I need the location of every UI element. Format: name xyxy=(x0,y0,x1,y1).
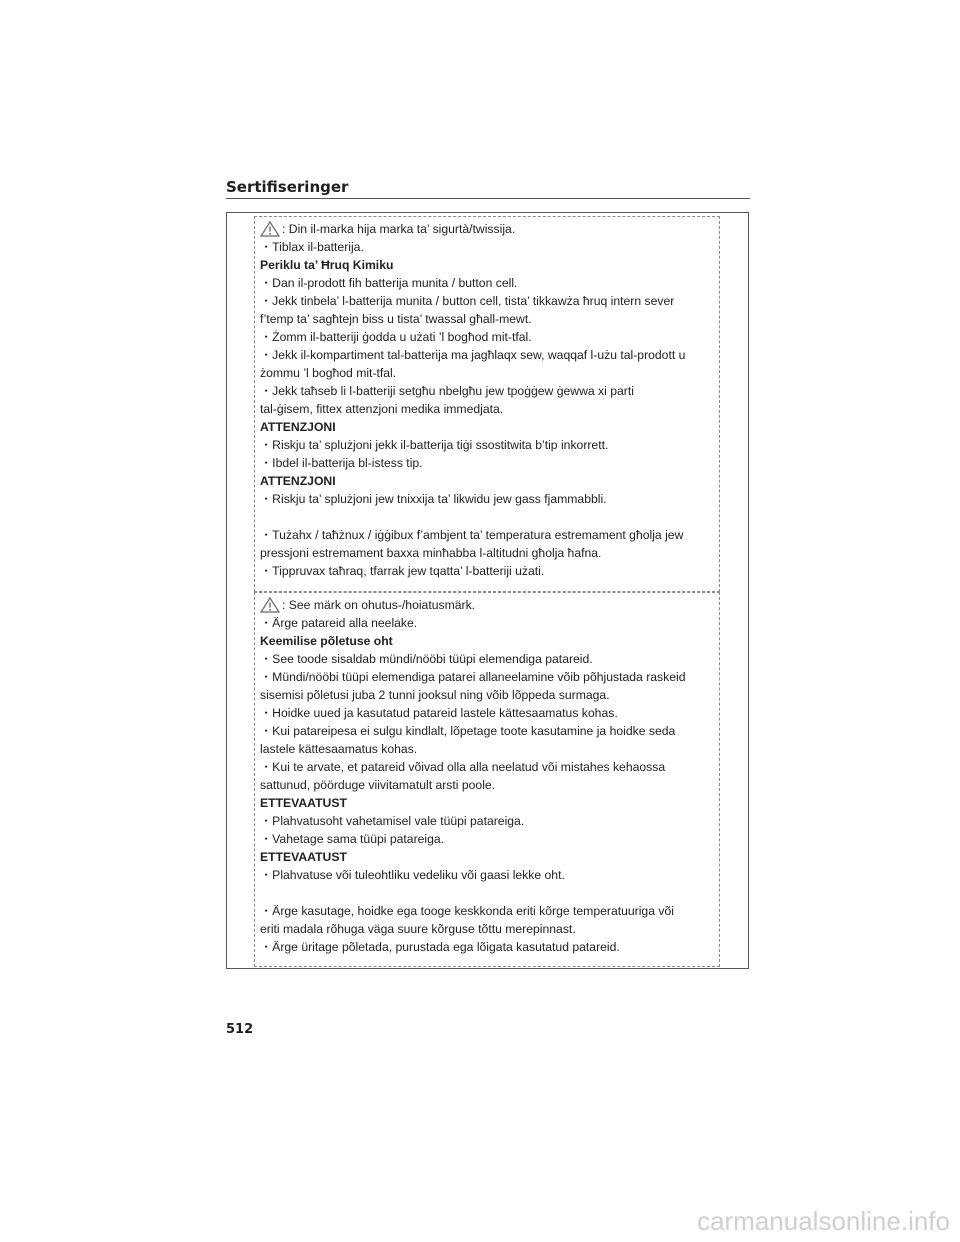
notice-line: ・Ibdel il-batterija bl-istess tip. xyxy=(260,456,423,470)
notice-heading: ATTENZJONI xyxy=(260,420,336,434)
notice-line: ・Jekk tinbela’ l-batterija munita / button cell, tista’ tikkawża ħruq intern sever xyxy=(260,294,675,308)
notice-line: ・Jekk il-kompartiment tal-batterija ma jagħlaqx sew, waqqaf l-użu tal-prodott u xyxy=(260,348,686,362)
notice-line: ・Dan il-prodott fih batterija munita / button cell. xyxy=(260,276,518,290)
notice-line: ・Riskju ta’ splużjoni jew tnixxija ta’ likwidu jew gass fjammabbli. xyxy=(260,492,607,506)
warning-mark-text: : See märk on ohutus-/hoiatusmärk. xyxy=(282,598,476,612)
notice-line: ・See toode sisaldab mündi/nööbi tüüpi elemendiga patareid. xyxy=(260,652,593,666)
notice-heading: Keemilise põletuse oht xyxy=(260,634,393,648)
page-number: 512 xyxy=(226,1022,254,1037)
notice-line: sisemisi põletusi juba 2 tunni jooksul ning võib lõppeda surmaga. xyxy=(260,688,610,702)
notice-line: ・Ärge patareid alla neelake. xyxy=(260,616,418,630)
notice-line: ・Tużahx / taħżnux / iġġibux f’ambjent ta’ temperatura estremament għolja jew xyxy=(260,528,684,542)
notice-line: tal-ġisem, fittex attenzjoni medika immedjata. xyxy=(260,402,504,416)
warning-mark-text: : Din il-marka hija marka ta’ sigurtà/twissija. xyxy=(282,222,516,236)
notice-line: ・Mündi/nööbi tüüpi elemendiga patarei allaneelamine võib põhjustada raskeid xyxy=(260,670,686,684)
notice-line: ・Kui patareipesa ei sulgu kindlalt, lõpetage toote kasutamine ja hoidke seda xyxy=(260,724,676,738)
notice-heading: Periklu ta’ Ħruq Kimiku xyxy=(260,258,394,272)
title-divider xyxy=(226,198,750,199)
notice-line: ・Jekk taħseb li l-batteriji setgħu nbelgħu jew tpoġġew ġewwa xi parti xyxy=(260,384,634,398)
blank-line xyxy=(260,508,720,526)
page-title: Sertifiseringer xyxy=(226,178,349,196)
notice-line: ・Vahetage sama tüüpi patareiga. xyxy=(260,832,445,846)
notice-line: ・Tiblax il-batterija. xyxy=(260,240,364,254)
notice-line: ・Żomm il-batteriji ġodda u użati ’l bogħod mit-tfal. xyxy=(260,330,532,344)
notice-line: ・Hoidke uued ja kasutatud patareid lastele kättesaamatus kohas. xyxy=(260,706,618,720)
notice-line: pressjoni estremament baxxa minħabba l-altitudni għolja ħafna. xyxy=(260,546,602,560)
warning-triangle-icon xyxy=(260,221,280,237)
notice-line: ・Riskju ta’ splużjoni jekk il-batterija tiġi ssostitwita b’tip inkorrett. xyxy=(260,438,609,452)
notice-line xyxy=(260,220,720,238)
notice-line: sattunud, pöörduge viivitamatult arsti poole. xyxy=(260,778,496,792)
notice-line: lastele kättesaamatus kohas. xyxy=(260,742,418,756)
notice-heading: ATTENZJONI xyxy=(260,474,336,488)
notice-line: ・Plahvatuse või tuleohtliku vedeliku või gaasi lekke oht. xyxy=(260,868,565,882)
estonian-notice-text xyxy=(260,596,720,956)
notice-line: ・Plahvatusoht vahetamisel vale tüüpi patareiga. xyxy=(260,814,525,828)
notice-line: ・Ärge üritage põletada, purustada ega lõigata kasutatud patareid. xyxy=(260,940,620,954)
blank-line xyxy=(260,884,720,902)
notice-line: ・Tippruvax taħraq, tfarrak jew tqatta’ l-batteriji użati. xyxy=(260,564,545,578)
notice-line xyxy=(260,596,720,614)
notice-line: f’temp ta’ sagħtejn biss u tista’ twassal għall-mewt. xyxy=(260,312,532,326)
notice-heading: ETTEVAATUST xyxy=(260,850,347,864)
notice-line: eriti madala rõhuga väga suure kõrguse tõttu merepinnast. xyxy=(260,922,576,936)
notice-heading: ETTEVAATUST xyxy=(260,796,347,810)
notice-line: żommu ’l bogħod mit-tfal. xyxy=(260,366,397,380)
maltese-notice-text xyxy=(260,220,720,580)
watermark: carmanualsonline.info xyxy=(697,1206,950,1236)
warning-triangle-icon xyxy=(260,597,280,613)
notice-line: ・Ärge kasutage, hoidke ega tooge keskkonda eriti kõrge temperatuuriga või xyxy=(260,904,674,918)
notice-line: ・Kui te arvate, et patareid võivad olla alla neelatud või mistahes kehaossa xyxy=(260,760,666,774)
